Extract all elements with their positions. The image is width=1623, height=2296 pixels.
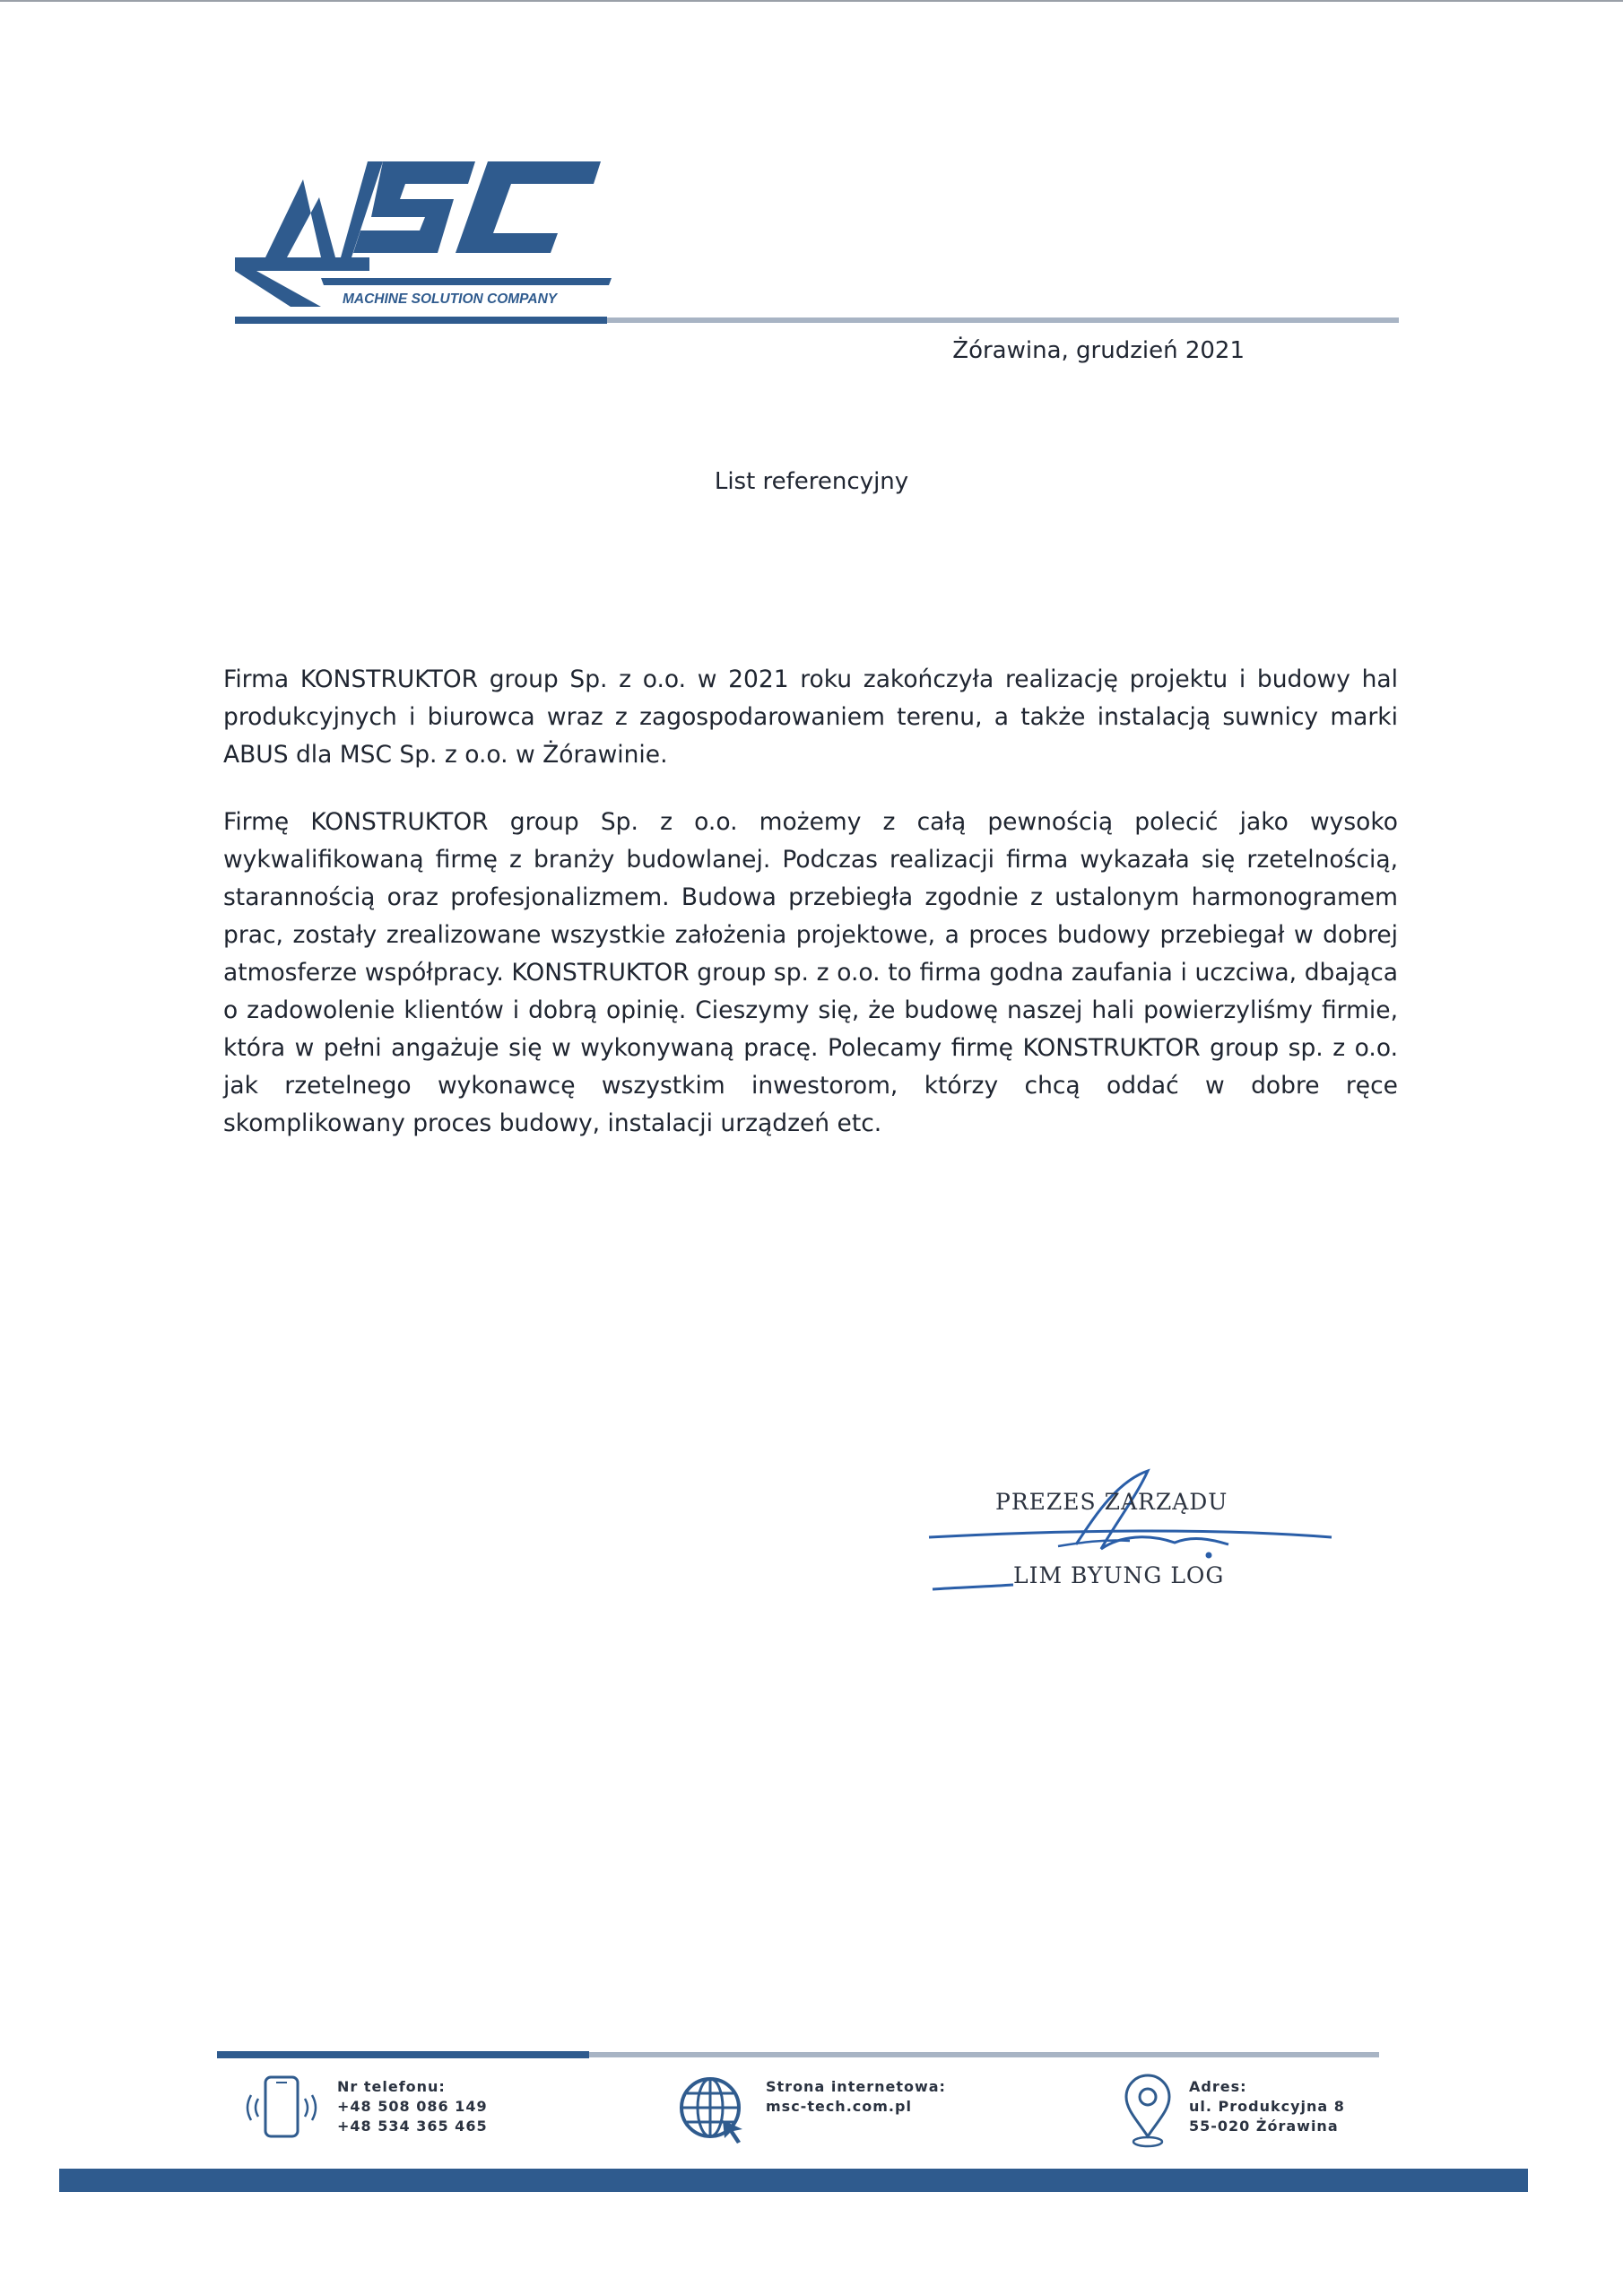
msc-logo-graphic xyxy=(235,144,612,309)
footer-phone xyxy=(337,2077,488,2136)
location-pin-icon xyxy=(1121,2074,1175,2149)
website-label: Strona internetowa: xyxy=(766,2078,946,2095)
letter-date: Żórawina, grudzień 2021 xyxy=(952,337,1245,364)
phone-icon xyxy=(244,2074,319,2142)
address-street: ul. Produkcyjna 8 xyxy=(1189,2098,1345,2115)
footer-rule xyxy=(217,2051,1379,2058)
signature-stamp xyxy=(924,1464,1345,1598)
website-url: msc-tech.com.pl xyxy=(766,2098,912,2115)
header-rule-dark xyxy=(235,317,607,324)
phone-number-2: +48 534 365 465 xyxy=(337,2118,488,2135)
letter-body xyxy=(223,661,1398,1172)
scan-top-edge xyxy=(0,0,1623,2)
msc-logo xyxy=(235,144,612,309)
globe-icon xyxy=(676,2074,748,2145)
header-rule-light xyxy=(607,317,1399,323)
header-rule xyxy=(235,317,1399,324)
signature-title: PREZES ZARZĄDU xyxy=(995,1489,1228,1515)
footer-bar xyxy=(59,2169,1528,2192)
footer-website xyxy=(766,2077,946,2117)
footer-address xyxy=(1189,2077,1345,2136)
signature-name: LIM BYUNG LOG xyxy=(1013,1562,1225,1588)
address-city: 55-020 Żórawina xyxy=(1189,2118,1339,2135)
logo-tagline: MACHINE SOLUTION COMPANY xyxy=(343,291,558,307)
address-label: Adres: xyxy=(1189,2078,1247,2095)
footer-rule-light xyxy=(589,2052,1379,2057)
letter-title: List referencyjny xyxy=(714,468,909,495)
phone-number-1: +48 508 086 149 xyxy=(337,2098,488,2115)
paragraph-2: Firmę KONSTRUKTOR group Sp. z o.o. możemy z całą pewnością polecić jako wysoko wykwalifikowaną firmę z branży budowlanej. Podczas realizacji firma wykazała się rzetelnością, starannością oraz profesjonalizmem. Budowa przebiegła zgodnie z ustalonym harmonogramem prac, zostały zrealizowane wszystkie założenia projektowe, a proces budowy przebiegał w dobrej atmosferze współpracy. KONSTRUKTOR group sp. z o.o. to firma godna zaufania i uczciwa, dbająca o zadowolenie klientów i dobrą opinię. Cieszymy się, że budowę naszej hali powierzyliśmy firmie, która w pełni angażuje się w wykonywaną pracę. Polecamy firmę KONSTRUKTOR group sp. z o.o. jak rzetelnego wykonawcę wszystkim inwestorom, którzy chcą oddać w dobre ręce skomplikowany proces budowy, instalacji urządzeń etc. xyxy=(223,808,1398,1137)
footer-rule-dark xyxy=(217,2051,589,2058)
phone-label: Nr telefonu: xyxy=(337,2078,446,2095)
paragraph-1: Firma KONSTRUKTOR group Sp. z o.o. w 2021 roku zakończyła realizację projektu i budowy hal produkcyjnych i biurowca wraz z zagospodarowaniem terenu, a także instalacją suwnicy marki ABUS dla MSC Sp. z o.o. w Żórawinie. xyxy=(223,665,1398,769)
